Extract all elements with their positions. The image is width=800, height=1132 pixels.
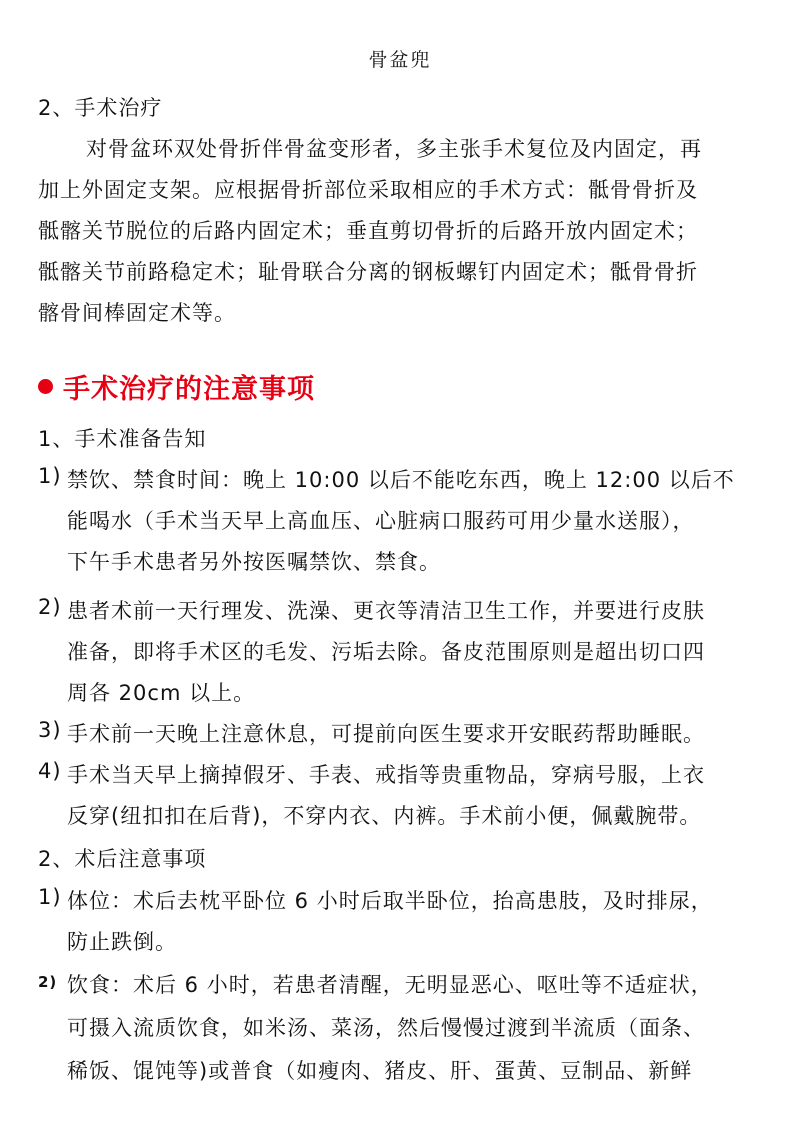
prep-heading: 1、手术准备告知 <box>38 427 207 451</box>
list-item-line: 准备，即将手术区的毛发、污垢去除。备皮范围原则是超出切口四 <box>67 640 705 664</box>
list-item-line: 手术前一天晚上注意休息，可提前向医生要求开安眠药帮助睡眠。 <box>67 722 705 746</box>
list-item-line: 体位：术后去枕平卧位 6 小时后取半卧位，抬高患肢，及时排尿， <box>67 889 713 913</box>
list-item-line: 稀饭、馄饨等)或普食（如瘦肉、猪皮、肝、蛋黄、豆制品、新鲜 <box>67 1059 693 1083</box>
list-item-number: 1) <box>38 464 62 488</box>
surgery-paragraph-line: 加上外固定支架。应根据骨折部位采取相应的手术方式：骶骨骨折及 <box>38 178 698 202</box>
list-item-line: 手术当天早上摘掉假牙、手表、戒指等贵重物品，穿病号服，上衣 <box>67 763 705 787</box>
section-title <box>38 367 315 406</box>
list-item-number-text: 2) <box>38 973 58 991</box>
surgery-paragraph-line: 对骨盆环双处骨折伴骨盆变形者，多主张手术复位及内固定，再 <box>86 137 702 161</box>
list-item-number: 2) <box>38 595 62 619</box>
surgery-paragraph-line: 髂骨间棒固定术等。 <box>38 301 236 325</box>
list-item-number: 1) <box>38 885 62 909</box>
list-item-number: 4) <box>38 759 62 783</box>
list-item-line: 患者术前一天行理发、洗澡、更衣等清洁卫生工作，并要进行皮肤 <box>67 599 705 623</box>
list-item-line: 能喝水（手术当天早上高血压、心脏病口服药可用少量水送服）， <box>67 509 695 533</box>
list-item-line: 禁饮、禁食时间：晚上 10:00 以后不能吃东西，晚上 12:00 以后不 <box>67 468 735 492</box>
surgery-paragraph-line: 骶髂关节脱位的后路内固定术；垂直剪切骨折的后路开放内固定术； <box>38 219 698 243</box>
page-header-title: 骨盆兜 <box>368 49 432 71</box>
surgery-heading: 2、手术治疗 <box>38 96 163 120</box>
list-item-line: 反穿(纽扣扣在后背)，不穿内衣、内裤。手术前小便，佩戴腕带。 <box>67 804 702 828</box>
list-item-line: 饮食：术后 6 小时，若患者清醒，无明显恶心、呕吐等不适症状， <box>67 973 713 997</box>
red-bullet-icon <box>38 379 53 394</box>
post-heading: 2、术后注意事项 <box>38 847 207 871</box>
section-title-text: 手术治疗的注意事项 <box>63 374 315 405</box>
list-item-line: 防止跌倒。 <box>67 930 177 954</box>
list-item-line: 可摄入流质饮食，如米汤、菜汤，然后慢慢过渡到半流质（面条、 <box>67 1016 705 1040</box>
list-item-line: 周各 20cm 以上。 <box>67 681 256 705</box>
list-item-number: 3) <box>38 718 62 742</box>
surgery-paragraph-line: 骶髂关节前路稳定术；耻骨联合分离的钢板螺钉内固定术；骶骨骨折 <box>38 260 698 284</box>
list-item-line: 下午手术患者另外按医嘱禁饮、禁食。 <box>67 550 441 574</box>
